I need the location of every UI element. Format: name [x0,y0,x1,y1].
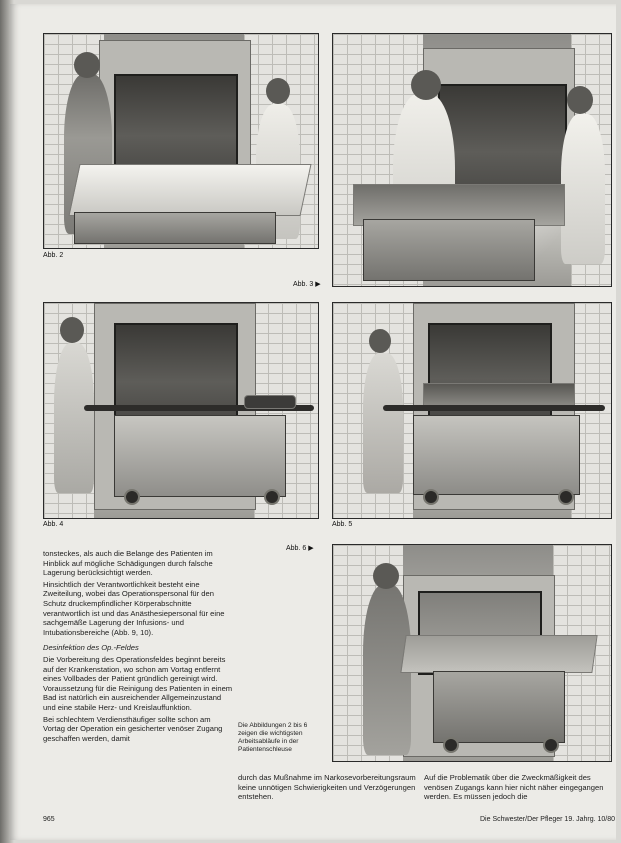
caption-abb-2: Abb. 2 [43,252,64,259]
document-page [10,4,616,840]
figure-note: Die Abbildungen 2 bis 6 zeigen die wichtigsten Arbeitsabläufe in der Patientenschleuse [238,722,308,753]
arrow-right-icon: ▶ [315,281,321,288]
photo-abb-3 [332,33,612,287]
arrow-right-icon: ▶ [308,545,314,552]
paragraph: tonsteckes, als auch die Belange des Patienten im Hinblick auf mögliche Schädigungen durch falsche Lagerung berücksichtigt werden. [43,549,213,578]
journal-footer: Die Schwester/Der Pfleger 19. Jahrg. 10/80 [480,816,616,823]
caption-abb-6-label: Abb. 6 [286,545,307,552]
body-column-left [43,549,233,745]
photo-abb-4 [43,302,319,519]
body-column-middle: durch das Mußnahme im Narkosevorbereitungsraum keine unnötigen Schwierigkeiten und Verzögerungen entstehen. [238,773,416,802]
caption-abb-3-label: Abb. 3 [293,281,314,288]
caption-abb-6 [286,544,314,552]
photo-abb-5 [332,302,612,519]
photo-abb-6 [332,544,612,762]
body-column-right: Auf die Problematik über die Zweckmäßigkeit des venösen Zugangs kann hier nicht näher eingegangen werden. Es müssen jedoch die [424,773,604,802]
section-heading: Desinfektion des Op.-Feldes [43,643,139,653]
photo-abb-2 [43,33,319,249]
paragraph: Die Vorbereitung des Operationsfeldes beginnt bereits auf der Krankenstation, wo schon am Vortag entfernt eines Vollbades der Patient gründlich gereinigt wird. Voraussetzung für die Reinigung des Patienten in einem Bad ist natürlich ein ausreichender Allgemeinzustand und eine stabile Herz- und Kreislauffunktion. [43,654,233,712]
page-number: 965 [43,816,55,823]
caption-abb-4: Abb. 4 [43,521,64,528]
caption-abb-3 [293,280,321,288]
paragraph: Hinsichtlich der Verantwortlichkeit besteht eine Zweiteilung, wobei das Operationspersonal für den Schutz druckempfindlicher Körperabschnitte verantwortlich ist und das Anästhesiepersonal für eine sachgemäße Lagerung der Infusions- und Intubationsbereiche (Abb. 9, 10). [43,579,225,637]
paragraph: Bei schlechtem Verdiensthäufiger sollte schon am Vortag der Operation ein gesicherter venöser Zugang geschaffen werden, damit [43,714,223,743]
caption-abb-5: Abb. 5 [332,521,353,528]
